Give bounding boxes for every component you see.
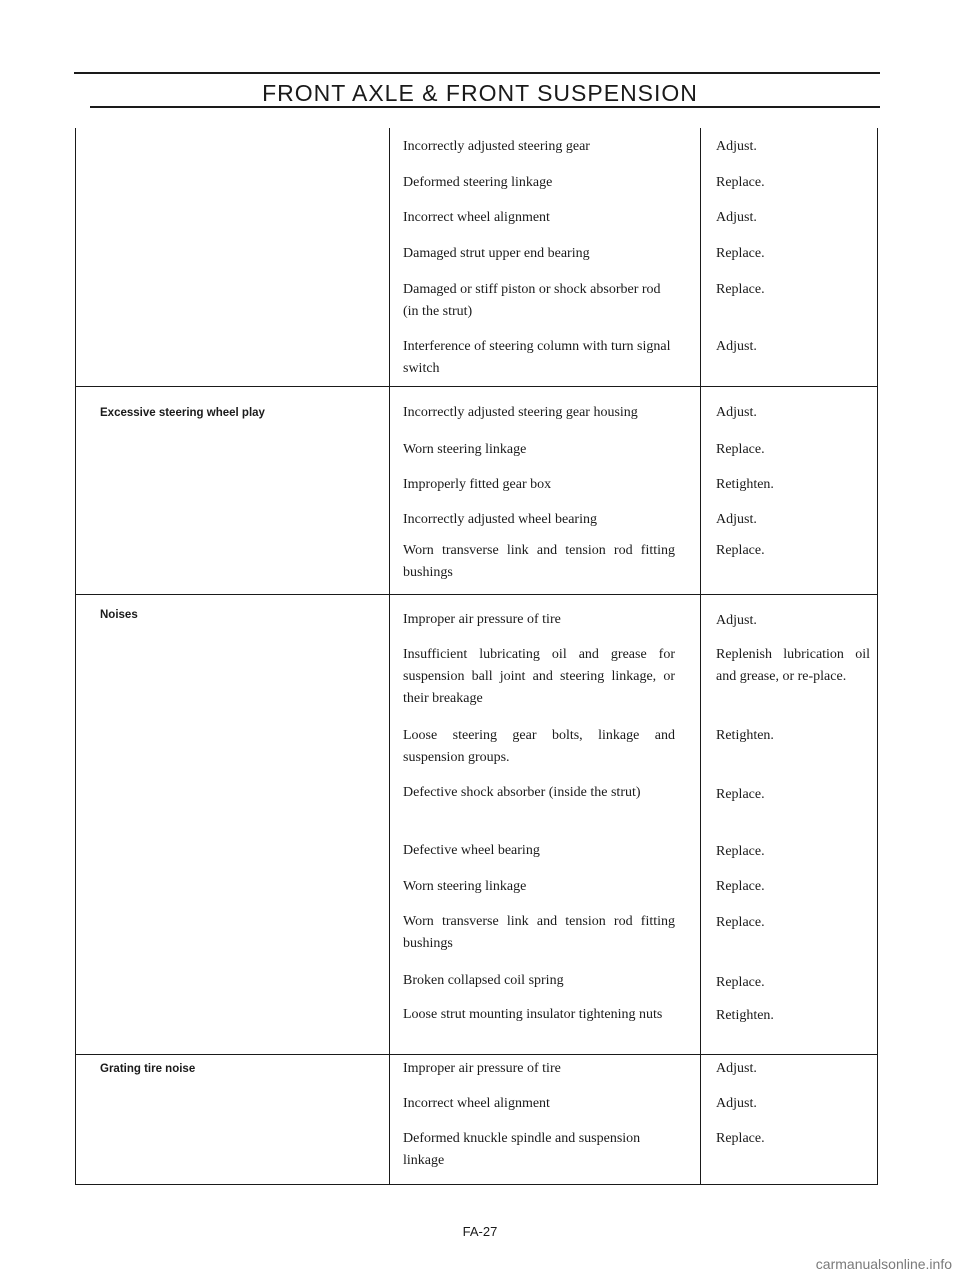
page-number: FA-27 — [462, 1224, 498, 1239]
remedy-text: Adjust. — [716, 1096, 757, 1111]
remedy-text: Adjust. — [716, 1061, 757, 1076]
remedy-text: Replace. — [716, 1131, 765, 1146]
remedy-text: Adjust. — [716, 339, 757, 354]
remedy-text: Replace. — [716, 543, 765, 558]
remedy-text: Retighten. — [716, 728, 774, 743]
remedy-text: Adjust. — [716, 512, 757, 527]
remedy-text: Retighten. — [716, 1008, 774, 1023]
group-divider — [75, 386, 878, 387]
cause-text: Defective wheel bearing — [403, 843, 540, 858]
table-left-border — [75, 128, 76, 1184]
remedy-text: Replace. — [716, 915, 765, 930]
remedy-text: Replace. — [716, 879, 765, 894]
cause-text: Incorrectly adjusted wheel bearing — [403, 512, 597, 527]
cause-text: Defective shock absorber (inside the strut) — [403, 785, 641, 800]
remedy-text: Adjust. — [716, 405, 757, 420]
cause-text: Worn transverse link and tension rod fitting bushings — [403, 543, 675, 580]
cause-text: Damaged or stiff piston or shock absorber rod (in the strut) — [403, 282, 661, 319]
header-top-rule — [74, 72, 880, 74]
remedy-text: Replace. — [716, 844, 765, 859]
remedy-text: Replace. — [716, 246, 765, 261]
remedy-text: Replace. — [716, 175, 765, 190]
remedy-text: Adjust. — [716, 210, 757, 225]
table-bottom-border — [75, 1184, 878, 1185]
cause-column-divider — [389, 128, 390, 1184]
cause-text: Worn transverse link and tension rod fitting bushings — [403, 914, 675, 951]
remedy-text: Replace. — [716, 442, 765, 457]
remedy-text: Adjust. — [716, 613, 757, 628]
remedy-text: Retighten. — [716, 477, 774, 492]
cause-text: Deformed knuckle spindle and suspension linkage — [403, 1131, 641, 1168]
condition-label: Noises — [100, 609, 138, 621]
remedy-text: Replace. — [716, 975, 765, 990]
cause-text: Worn steering linkage — [403, 442, 527, 457]
group-divider — [75, 1054, 878, 1055]
condition-label: Excessive steering wheel play — [100, 407, 265, 419]
remedy-text: Adjust. — [716, 139, 757, 154]
cause-text: Incorrectly adjusted steering gear housing — [403, 405, 638, 420]
cause-text: Broken collapsed coil spring — [403, 973, 564, 988]
cause-text: Incorrect wheel alignment — [403, 1096, 550, 1111]
cause-text: Improperly fitted gear box — [403, 477, 552, 492]
remedy-text: Replace. — [716, 787, 765, 802]
cause-text: Worn steering linkage — [403, 879, 527, 894]
condition-label: Grating tire noise — [100, 1063, 196, 1075]
header-bottom-rule — [90, 106, 880, 108]
cause-text: Loose strut mounting insulator tightening nuts — [403, 1007, 663, 1022]
watermark-text: carmanualsonline.info — [815, 1256, 952, 1272]
cause-text: Deformed steering linkage — [403, 175, 553, 190]
cause-text: Loose steering gear bolts, linkage and suspension groups. — [403, 728, 675, 765]
remedy-text: Replenish lubrication oil and grease, or re-place. — [716, 647, 870, 684]
cause-text: Insufficient lubricating oil and grease for suspension ball joint and steering linkage, or their breakage — [403, 647, 675, 706]
cause-text: Incorrectly adjusted steering gear — [403, 139, 590, 154]
cause-text: Incorrect wheel alignment — [403, 210, 550, 225]
cause-text: Improper air pressure of tire — [403, 612, 561, 627]
remedy-text: Replace. — [716, 282, 765, 297]
cause-text: Interference of steering column with turn signal switch — [403, 339, 671, 376]
group-divider — [75, 594, 878, 595]
cause-text: Improper air pressure of tire — [403, 1061, 561, 1076]
table-right-border — [877, 128, 878, 1184]
remedy-column-divider — [700, 128, 701, 1184]
cause-text: Damaged strut upper end bearing — [403, 246, 590, 261]
page-title: FRONT AXLE & FRONT SUSPENSION — [262, 80, 698, 106]
